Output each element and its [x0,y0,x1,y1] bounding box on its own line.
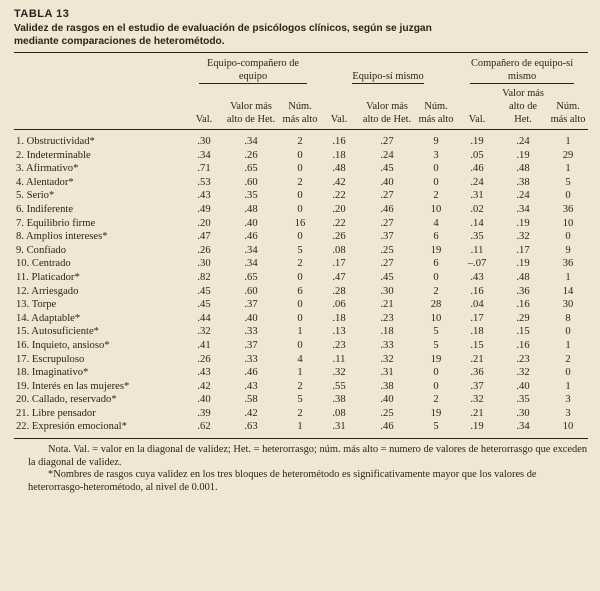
val-team-teammate-cell: .39 [197,407,211,419]
val-team-teammate-cell: .30 [197,136,211,147]
val-team-self-cell: .26 [332,231,346,243]
het-team-self-cell: .45 [380,271,394,283]
num-team-self-cell: 2 [433,394,439,406]
val-team-teammate-cell: .40 [197,394,211,406]
het-team-teammate-cell: .46 [244,367,258,379]
val-team-teammate-cell: .26 [197,244,211,256]
val-team-self-cell: .55 [332,380,346,392]
val-teammate-self-cell: .37 [470,380,484,392]
val-team-self-cell: .18 [332,149,346,161]
het-team-self-cell: .27 [380,217,394,229]
het-team-teammate-cell: .37 [244,339,258,351]
table-row [14,380,588,394]
het-team-self-cell: .38 [380,380,394,392]
val-team-self-cell: .22 [332,190,346,202]
het-team-teammate-cell: .35 [244,190,258,202]
het-team-teammate-cell: .65 [244,163,258,175]
het-team-self-cell: .31 [380,367,394,379]
num-teammate-self-cell: 9 [565,244,571,256]
num-teammate-self-cell: 0 [565,367,571,379]
het-team-teammate-cell: .26 [244,149,258,161]
val-team-teammate-cell: .34 [197,149,211,161]
het-team-self-cell: .27 [380,136,394,147]
col-header-num-higher: Núm. más alto [416,87,456,130]
val-team-self-cell: .16 [332,136,346,147]
het-team-teammate-cell: .60 [244,285,258,297]
num-team-teammate-cell: 5 [297,244,303,256]
het-team-teammate-cell: .63 [222,420,280,438]
num-teammate-self-cell: 1 [565,339,571,351]
het-team-self-cell: .24 [380,149,394,161]
het-teammate-self-cell: .23 [516,353,530,365]
num-team-self-cell: 5 [433,339,439,351]
val-team-self-cell: .22 [332,217,346,229]
val-teammate-self-cell: .11 [470,244,484,256]
num-teammate-self-cell: 29 [562,149,574,161]
trait-name-cell: 1. Obstructividad* [16,136,95,147]
num-team-self-cell: 19 [430,353,442,365]
num-teammate-self-cell: 3 [565,394,571,406]
het-team-teammate-cell: .34 [244,136,258,147]
het-team-self-cell: .27 [380,258,394,270]
trait-name-cell: 10. Centrado [16,258,71,270]
trait-name-cell: 11. Platicador* [16,271,80,283]
group-header-team-self: Equipo-sí mismo [352,71,424,82]
val-team-self-cell: .17 [332,258,346,270]
trait-name-cell: 13. Torpe [16,299,57,311]
het-teammate-self-cell: .40 [516,380,530,392]
val-teammate-self-cell: .19 [456,420,498,438]
num-team-self-cell: 2 [433,190,439,202]
col-header-val: Val. [456,87,498,130]
het-team-self-cell: .46 [380,203,394,215]
trait-name-cell: 17. Escrupuloso [16,353,85,365]
het-team-teammate-cell: .40 [244,217,258,229]
num-teammate-self-cell: 5 [565,176,571,188]
val-teammate-self-cell: .17 [470,312,484,324]
trait-name-cell: 16. Inquieto, ansioso* [16,339,110,351]
het-teammate-self-cell: .48 [516,163,530,175]
num-team-teammate-cell: 0 [297,271,303,283]
het-team-teammate-cell: .34 [244,244,258,256]
num-team-teammate-cell: 0 [297,190,303,202]
num-teammate-self-cell: 1 [565,271,571,283]
het-team-teammate-cell: .40 [244,312,258,324]
val-teammate-self-cell: .36 [470,367,484,379]
het-teammate-self-cell: .17 [516,244,530,256]
trait-name-cell: 18. Imaginativo* [16,367,89,379]
num-team-teammate-cell: 2 [297,258,303,270]
het-team-teammate-cell: .48 [244,203,258,215]
het-teammate-self-cell: .32 [516,231,530,243]
val-team-teammate-cell: .44 [197,312,211,324]
num-team-teammate-cell: 16 [294,217,306,229]
val-teammate-self-cell: .46 [470,163,484,175]
val-teammate-self-cell: .31 [470,190,484,202]
num-team-self-cell: 4 [433,217,439,229]
num-team-teammate-cell: 0 [297,231,303,243]
num-team-teammate-cell: 1 [297,326,303,338]
trait-name-cell: 22. Expresión emocional* [14,420,186,438]
val-teammate-self-cell: .21 [470,353,484,365]
het-teammate-self-cell: .24 [516,136,530,147]
het-teammate-self-cell: .38 [516,176,530,188]
het-team-self-cell: .45 [380,163,394,175]
col-header-highest-het: Valor más alto de Het. [222,87,280,130]
trait-name-cell: 19. Interés en las mujeres* [16,380,130,392]
num-team-teammate-cell: 2 [297,380,303,392]
val-team-self-cell: .42 [332,176,346,188]
het-team-teammate-cell: .33 [244,353,258,365]
het-team-self-cell: .23 [380,312,394,324]
num-team-self-cell: 0 [433,367,439,379]
num-team-self-cell: 9 [433,136,439,147]
num-teammate-self-cell: 0 [565,190,571,202]
num-team-teammate-cell: 1 [297,367,303,379]
val-team-self-cell: .32 [332,367,346,379]
table-row [14,366,588,380]
het-teammate-self-cell: .16 [516,299,530,311]
num-teammate-self-cell: 36 [562,258,574,270]
num-team-teammate-cell: 5 [297,394,303,406]
val-team-teammate-cell: .26 [197,353,211,365]
het-team-teammate-cell: .58 [244,394,258,406]
num-team-self-cell: 3 [433,149,439,161]
val-teammate-self-cell: .04 [470,299,484,311]
num-teammate-self-cell: 1 [565,136,571,147]
val-team-self-cell: .06 [332,299,346,311]
table-row [14,407,588,421]
trait-name-cell: 8. Amplios intereses* [16,231,108,243]
num-teammate-self-cell: 1 [565,163,571,175]
trait-name-cell: 7. Equilibrio firme [16,217,96,229]
het-team-self-cell: .46 [358,420,416,438]
table-row [14,420,588,438]
num-team-self-cell: 19 [430,244,442,256]
num-team-teammate-cell: 0 [297,163,303,175]
num-teammate-self-cell: 10 [562,217,574,229]
val-team-teammate-cell: .45 [197,285,211,297]
val-team-self-cell: .23 [332,339,346,351]
col-header-highest-het: Valor más alto de Het. [498,87,548,130]
val-team-self-cell: .18 [332,312,346,324]
val-team-self-cell: .31 [320,420,358,438]
val-team-self-cell: .13 [332,326,346,338]
val-team-teammate-cell: .47 [197,231,211,243]
val-team-self-cell: .47 [332,271,346,283]
trait-name-cell: 14. Adaptable* [16,312,81,324]
het-team-teammate-cell: .65 [244,271,258,283]
num-team-teammate-cell: 6 [297,285,303,297]
het-team-self-cell: .32 [380,353,394,365]
table-row [14,353,588,367]
caption-line: Validez de rasgos en el estudio de evaluación de psicólogos clínicos, según se juzgan [14,23,432,34]
het-teammate-self-cell: .34 [498,420,548,438]
trait-validity-table [14,52,588,439]
val-team-teammate-cell: .62 [186,420,222,438]
table-row [14,162,588,176]
het-team-self-cell: .18 [380,326,394,338]
table-row [14,325,588,339]
het-teammate-self-cell: .48 [516,271,530,283]
num-team-self-cell: 19 [430,407,442,419]
trait-name-cell: 15. Autosuficiente* [16,326,99,338]
num-team-self-cell: 10 [430,312,442,324]
val-team-teammate-cell: .49 [197,203,211,215]
val-teammate-self-cell: .16 [470,285,484,297]
col-header-num-higher: Núm. más alto [548,87,588,130]
group-header-team-teammate: Equipo-compañero de equipo [199,57,307,84]
het-teammate-self-cell: .19 [516,258,530,270]
col-header-highest-het: Valor más alto de Het. [358,87,416,130]
num-team-self-cell: 2 [433,285,439,297]
het-team-self-cell: .33 [380,339,394,351]
table-body [14,130,588,439]
val-teammate-self-cell: .05 [470,149,484,161]
note-asterisk: *Nombres de rasgos cuya validez en los tres bloques de heterométodo es significativamente mayor que los valores de heterorrasgo-heterométodo, al nivel de 0.001. [28,469,537,493]
table-number: TABLA 13 [14,8,70,20]
trait-name-cell: 6. Indiferente [16,203,74,215]
het-team-teammate-cell: .33 [244,326,258,338]
num-teammate-self-cell: 14 [562,285,574,297]
num-team-self-cell: 5 [433,326,439,338]
het-team-teammate-cell: .60 [244,176,258,188]
table-row [14,244,588,258]
trait-name-cell: 2. Indeterminable [16,149,91,161]
num-teammate-self-cell: 0 [565,231,571,243]
table-row [14,230,588,244]
col-header-val: Val. [320,87,358,130]
val-team-self-cell: .28 [332,285,346,297]
val-team-self-cell: .08 [332,244,346,256]
het-teammate-self-cell: .24 [516,190,530,202]
num-team-teammate-cell: 2 [297,407,303,419]
val-team-self-cell: .38 [332,394,346,406]
trait-name-cell: 4. Alentador* [16,176,74,188]
row-header-blank [14,53,186,88]
trait-name-cell: 21. Libre pensador [16,407,96,419]
val-teammate-self-cell: .15 [470,339,484,351]
num-team-self-cell: 6 [433,231,439,243]
trait-name-cell: 9. Confiado [16,244,67,256]
num-teammate-self-cell: 3 [565,407,571,419]
het-teammate-self-cell: .35 [516,394,530,406]
val-teammate-self-cell: .02 [470,203,484,215]
num-team-teammate-cell: 0 [297,312,303,324]
val-team-teammate-cell: .20 [197,217,211,229]
num-teammate-self-cell: 36 [562,203,574,215]
val-teammate-self-cell: .19 [470,136,484,147]
col-header-num-higher: Núm. más alto [280,87,320,130]
table-row [14,298,588,312]
num-team-self-cell: 0 [433,271,439,283]
num-teammate-self-cell: 0 [565,326,571,338]
trait-name-cell: 5. Serio* [16,190,55,202]
table-notes [14,444,588,494]
val-team-teammate-cell: .42 [197,380,211,392]
table-row [14,149,588,163]
table-row [14,217,588,231]
table-row [14,312,588,326]
table-row [14,189,588,203]
caption-line: mediante comparaciones de heterométodo. [14,36,225,47]
num-teammate-self-cell: 1 [565,380,571,392]
num-teammate-self-cell: 8 [565,312,571,324]
table-row [14,203,588,217]
het-teammate-self-cell: .29 [516,312,530,324]
num-teammate-self-cell: 2 [565,353,571,365]
het-team-self-cell: .25 [380,244,394,256]
het-team-teammate-cell: .34 [244,258,258,270]
val-teammate-self-cell: .35 [470,231,484,243]
num-team-self-cell: 0 [433,176,439,188]
het-team-self-cell: .30 [380,285,394,297]
val-teammate-self-cell: .21 [470,407,484,419]
val-team-teammate-cell: .53 [197,176,211,188]
het-teammate-self-cell: .15 [516,326,530,338]
val-team-teammate-cell: .71 [197,163,211,175]
het-team-teammate-cell: .46 [244,231,258,243]
num-team-teammate-cell: 1 [280,420,320,438]
val-teammate-self-cell: .32 [470,394,484,406]
num-team-self-cell: 28 [430,299,442,311]
table-caption [14,22,588,48]
table-row [14,176,588,190]
num-teammate-self-cell: 30 [562,299,574,311]
het-team-self-cell: .37 [380,231,394,243]
table-row [14,393,588,407]
num-team-teammate-cell: 0 [297,299,303,311]
val-team-self-cell: .08 [332,407,346,419]
val-team-teammate-cell: .32 [197,326,211,338]
num-team-self-cell: 6 [433,258,439,270]
het-teammate-self-cell: .19 [516,217,530,229]
val-team-self-cell: .11 [332,353,346,365]
col-header-val: Val. [186,87,222,130]
het-team-self-cell: .25 [380,407,394,419]
table-row [14,339,588,353]
num-team-teammate-cell: 2 [297,136,303,147]
trait-name-cell: 3. Afirmativo* [16,163,79,175]
trait-name-cell: 12. Arriesgado [16,285,79,297]
note-abbreviations: Nota. Val. = valor en la diagonal de validez; Het. = heterorrasgo; núm. más alto = numero de valores de heterorrasgo que exceden la diagonal de validez. [28,444,588,468]
val-team-teammate-cell: .43 [197,367,211,379]
num-team-self-cell: 0 [433,380,439,392]
val-team-teammate-cell: .45 [197,299,211,311]
het-teammate-self-cell: .34 [516,203,530,215]
val-teammate-self-cell: .18 [470,326,484,338]
num-team-teammate-cell: 0 [297,339,303,351]
het-team-self-cell: .21 [380,299,394,311]
het-teammate-self-cell: .19 [516,149,530,161]
val-team-teammate-cell: .43 [197,190,211,202]
num-team-teammate-cell: 0 [297,203,303,215]
het-team-self-cell: .40 [380,394,394,406]
het-team-self-cell: .40 [380,176,394,188]
het-team-teammate-cell: .42 [244,407,258,419]
val-teammate-self-cell: .24 [470,176,484,188]
num-team-self-cell: 0 [433,163,439,175]
val-team-self-cell: .48 [332,163,346,175]
num-team-self-cell: 5 [416,420,456,438]
table-row [14,130,588,149]
het-teammate-self-cell: .16 [516,339,530,351]
val-team-teammate-cell: .30 [197,258,211,270]
num-team-teammate-cell: 4 [297,353,303,365]
het-team-teammate-cell: .43 [244,380,258,392]
het-teammate-self-cell: .36 [516,285,530,297]
num-team-self-cell: 10 [430,203,442,215]
table-row [14,271,588,285]
het-team-self-cell: .27 [380,190,394,202]
val-team-self-cell: .20 [332,203,346,215]
het-teammate-self-cell: .30 [516,407,530,419]
group-header-teammate-self: Compañero de equipo-sí mismo [470,58,574,82]
table-row [14,285,588,299]
het-team-teammate-cell: .37 [244,299,258,311]
het-teammate-self-cell: .32 [516,367,530,379]
num-team-teammate-cell: 0 [297,149,303,161]
val-team-teammate-cell: .82 [197,271,211,283]
num-teammate-self-cell: 10 [548,420,588,438]
trait-name-cell: 20. Callado, reservado* [16,394,117,406]
val-teammate-self-cell: –.07 [467,258,487,270]
val-teammate-self-cell: .43 [470,271,484,283]
val-team-teammate-cell: .41 [197,339,211,351]
table-row [14,257,588,271]
num-team-teammate-cell: 2 [297,176,303,188]
val-teammate-self-cell: .14 [470,217,484,229]
